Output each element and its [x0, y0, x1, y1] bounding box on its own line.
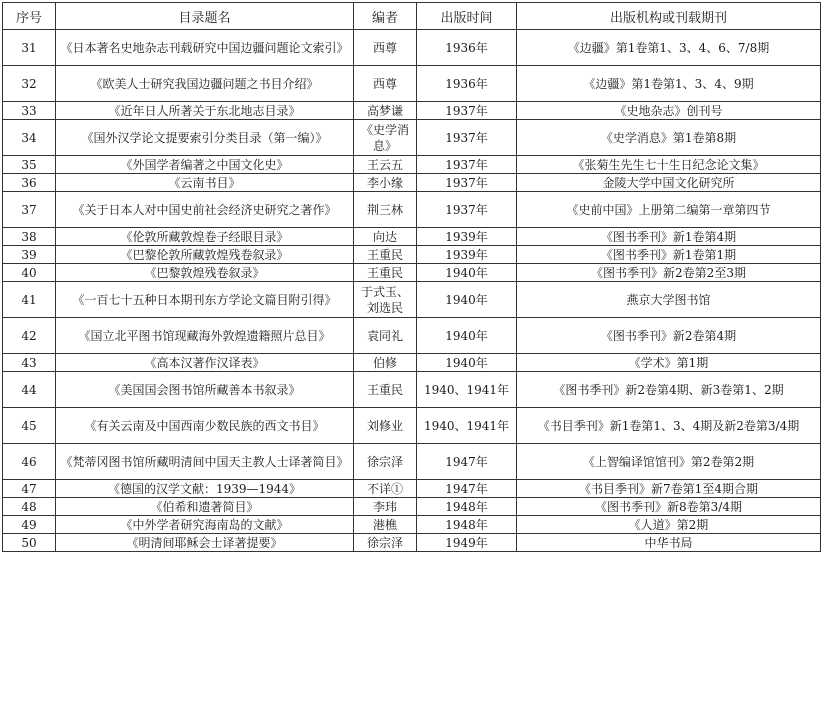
- cell-editor: 王重民: [354, 246, 417, 264]
- cell-title: 《梵蒂冈图书馆所藏明清间中国天主教人士译著简目》: [56, 444, 354, 480]
- table-row: [3, 498, 821, 516]
- header-time: 出版时间: [417, 3, 517, 30]
- cell-publisher: 《边疆》第1卷第1、3、4、6、7/8期: [517, 30, 821, 66]
- cell-title: 《一百七十五种日本期刊东方学论文篇目附引得》: [56, 282, 354, 318]
- table-row: [3, 174, 821, 192]
- cell-publisher: 《学术》第1期: [517, 354, 821, 372]
- cell-title: 《德国的汉学文献：1939—1944》: [56, 480, 354, 498]
- cell-title: 《伯希和遗著简目》: [56, 498, 354, 516]
- cell-editor: 向达: [354, 228, 417, 246]
- cell-editor: 不详①: [354, 480, 417, 498]
- cell-publisher: 中华书局: [517, 534, 821, 552]
- cell-publisher: 燕京大学图书馆: [517, 282, 821, 318]
- cell-no: 36: [3, 174, 56, 192]
- cell-no: 44: [3, 372, 56, 408]
- cell-publisher: 《张菊生先生七十生日纪念论文集》: [517, 156, 821, 174]
- cell-time: 1940、1941年: [417, 408, 517, 444]
- cell-title: 《近年日人所著关于东北地志目录》: [56, 102, 354, 120]
- cell-editor: 李玮: [354, 498, 417, 516]
- table-row: [3, 408, 821, 444]
- cell-no: 42: [3, 318, 56, 354]
- cell-publisher: 《史学消息》第1卷第8期: [517, 120, 821, 156]
- cell-time: 1936年: [417, 30, 517, 66]
- table-row: [3, 156, 821, 174]
- bibliography-table: [2, 2, 821, 552]
- cell-time: 1940年: [417, 354, 517, 372]
- cell-time: 1940年: [417, 318, 517, 354]
- cell-editor: 于式玉、刘选民: [354, 282, 417, 318]
- cell-editor: 西尊: [354, 66, 417, 102]
- cell-title: 《美国国会图书馆所藏善本书叙录》: [56, 372, 354, 408]
- cell-title: 《国立北平图书馆现藏海外敦煌遗籍照片总目》: [56, 318, 354, 354]
- table-row: [3, 516, 821, 534]
- cell-no: 49: [3, 516, 56, 534]
- cell-no: 40: [3, 264, 56, 282]
- table-row: [3, 30, 821, 66]
- cell-publisher: 《边疆》第1卷第1、3、4、9期: [517, 66, 821, 102]
- cell-title: 《巴黎伦敦所藏敦煌残卷叙录》: [56, 246, 354, 264]
- cell-time: 1947年: [417, 480, 517, 498]
- cell-title: 《关于日本人对中国史前社会经济史研究之著作》: [56, 192, 354, 228]
- header-publisher: 出版机构或刊载期刊: [517, 3, 821, 30]
- cell-no: 31: [3, 30, 56, 66]
- cell-title: 《国外汉学论文提要索引分类目录（第一编）》: [56, 120, 354, 156]
- cell-editor: 高梦谦: [354, 102, 417, 120]
- cell-publisher: 《图书季刊》新2卷第2至3期: [517, 264, 821, 282]
- cell-time: 1937年: [417, 102, 517, 120]
- cell-no: 45: [3, 408, 56, 444]
- cell-editor: 李小缘: [354, 174, 417, 192]
- cell-time: 1940年: [417, 282, 517, 318]
- cell-no: 37: [3, 192, 56, 228]
- cell-title: 《欧美人士研究我国边疆问题之书目介绍》: [56, 66, 354, 102]
- cell-publisher: 《书目季刊》新7卷第1至4期合期: [517, 480, 821, 498]
- table-row: [3, 66, 821, 102]
- cell-publisher: 《书目季刊》新1卷第1、3、4期及新2卷第3/4期: [517, 408, 821, 444]
- cell-no: 48: [3, 498, 56, 516]
- cell-no: 32: [3, 66, 56, 102]
- cell-title: 《中外学者研究海南岛的文献》: [56, 516, 354, 534]
- table-body: [3, 30, 821, 552]
- cell-editor: 徐宗泽: [354, 534, 417, 552]
- table-row: [3, 282, 821, 318]
- cell-no: 39: [3, 246, 56, 264]
- cell-editor: 王云五: [354, 156, 417, 174]
- cell-editor: 荆三林: [354, 192, 417, 228]
- cell-publisher: 《上智编译馆馆刊》第2卷第2期: [517, 444, 821, 480]
- cell-no: 43: [3, 354, 56, 372]
- table-row: [3, 120, 821, 156]
- cell-no: 35: [3, 156, 56, 174]
- table-row: [3, 534, 821, 552]
- cell-title: 《高本汉著作汉译表》: [56, 354, 354, 372]
- cell-title: 《日本著名史地杂志刊载研究中国边疆问题论文索引》: [56, 30, 354, 66]
- header-no: 序号: [3, 3, 56, 30]
- cell-title: 《巴黎敦煌残卷叙录》: [56, 264, 354, 282]
- cell-time: 1940年: [417, 264, 517, 282]
- cell-publisher: 《图书季刊》新2卷第4期、新3卷第1、2期: [517, 372, 821, 408]
- cell-publisher: 《史地杂志》创刊号: [517, 102, 821, 120]
- cell-publisher: 《图书季刊》新2卷第4期: [517, 318, 821, 354]
- cell-title: 《外国学者编著之中国文化史》: [56, 156, 354, 174]
- cell-time: 1937年: [417, 156, 517, 174]
- cell-title: 《有关云南及中国西南少数民族的西文书目》: [56, 408, 354, 444]
- cell-editor: 港樵: [354, 516, 417, 534]
- cell-no: 41: [3, 282, 56, 318]
- cell-editor: 袁同礼: [354, 318, 417, 354]
- cell-time: 1949年: [417, 534, 517, 552]
- cell-time: 1936年: [417, 66, 517, 102]
- table-row: [3, 318, 821, 354]
- cell-publisher: 《史前中国》上册第二编第一章第四节: [517, 192, 821, 228]
- table-row: [3, 102, 821, 120]
- header-title: 目录题名: [56, 3, 354, 30]
- table-row: [3, 354, 821, 372]
- cell-editor: 王重民: [354, 372, 417, 408]
- cell-time: 1939年: [417, 228, 517, 246]
- table-row: [3, 192, 821, 228]
- cell-editor: 《史学消息》: [354, 120, 417, 156]
- header-row: [3, 3, 821, 30]
- table-row: [3, 444, 821, 480]
- cell-no: 38: [3, 228, 56, 246]
- table-row: [3, 264, 821, 282]
- cell-no: 34: [3, 120, 56, 156]
- cell-time: 1948年: [417, 516, 517, 534]
- cell-no: 47: [3, 480, 56, 498]
- header-editor: 编者: [354, 3, 417, 30]
- cell-editor: 王重民: [354, 264, 417, 282]
- cell-title: 《明清间耶稣会士译著提要》: [56, 534, 354, 552]
- cell-title: 《伦敦所藏敦煌卷子经眼目录》: [56, 228, 354, 246]
- cell-publisher: 金陵大学中国文化研究所: [517, 174, 821, 192]
- table-row: [3, 480, 821, 498]
- cell-publisher: 《人道》第2期: [517, 516, 821, 534]
- cell-no: 50: [3, 534, 56, 552]
- table-row: [3, 372, 821, 408]
- cell-time: 1948年: [417, 498, 517, 516]
- cell-editor: 伯修: [354, 354, 417, 372]
- cell-no: 46: [3, 444, 56, 480]
- cell-publisher: 《图书季刊》新1卷第1期: [517, 246, 821, 264]
- cell-time: 1947年: [417, 444, 517, 480]
- cell-editor: 徐宗泽: [354, 444, 417, 480]
- table-row: [3, 228, 821, 246]
- cell-no: 33: [3, 102, 56, 120]
- cell-time: 1937年: [417, 192, 517, 228]
- cell-editor: 西尊: [354, 30, 417, 66]
- cell-publisher: 《图书季刊》新1卷第4期: [517, 228, 821, 246]
- cell-editor: 刘修业: [354, 408, 417, 444]
- cell-time: 1937年: [417, 120, 517, 156]
- cell-title: 《云南书目》: [56, 174, 354, 192]
- table-row: [3, 246, 821, 264]
- cell-time: 1937年: [417, 174, 517, 192]
- cell-publisher: 《图书季刊》新8卷第3/4期: [517, 498, 821, 516]
- cell-time: 1939年: [417, 246, 517, 264]
- cell-time: 1940、1941年: [417, 372, 517, 408]
